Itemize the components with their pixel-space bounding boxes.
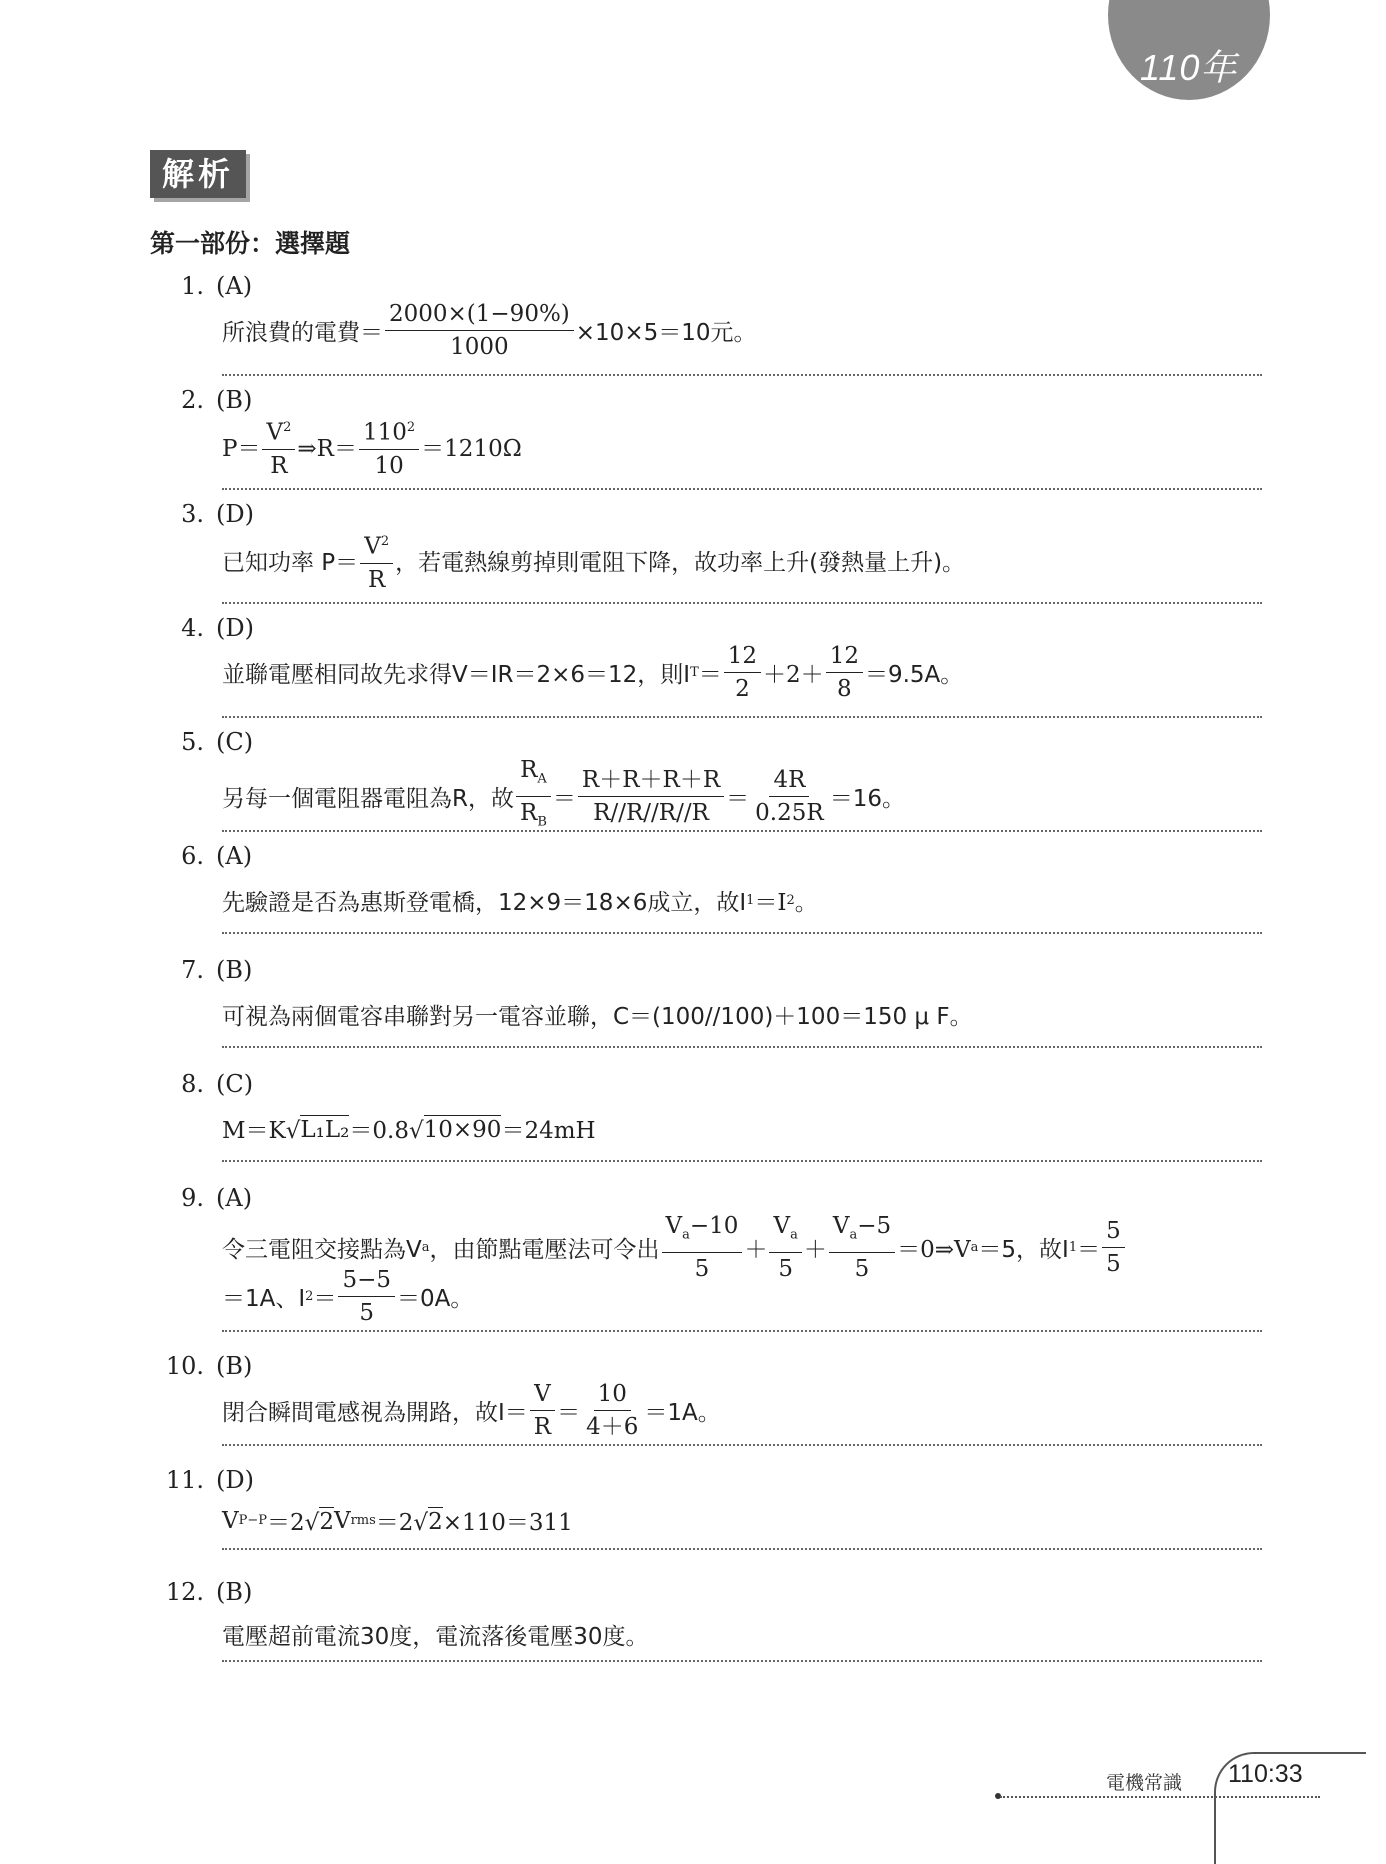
divider: [222, 716, 1262, 718]
answer-choice: (B): [216, 956, 253, 984]
explanation-text: 先驗證是否為惠斯登電橋，12×9＝18×6成立，故I: [222, 890, 747, 916]
year-label: 110年: [1140, 47, 1238, 88]
divider: [222, 1660, 1262, 1662]
footer-subject: 電機常識: [1106, 1772, 1183, 1794]
divider: [222, 602, 1262, 604]
explanation-text: 電壓超前電流30度，電流落後電壓30度。: [222, 1624, 649, 1650]
divider: [222, 1548, 1262, 1550]
fraction: $\frac{V^2}{R}$: [262, 414, 295, 480]
fraction: $\frac{110^2}{10}$: [359, 414, 419, 480]
explanation-text: M＝K√: [222, 1118, 301, 1144]
fraction: $\frac{V}{R}$: [530, 1380, 555, 1441]
divider: [222, 1160, 1262, 1162]
explanation-text: ＝1210Ω: [421, 436, 522, 463]
question-number: 6.: [181, 842, 204, 870]
answer-choice: (D): [216, 1466, 254, 1494]
fraction: $\frac{V_a-5}{5}$: [829, 1212, 895, 1283]
fraction: $\frac{4R}{0.25R}$: [755, 766, 824, 826]
explanation-text: P＝: [222, 436, 261, 463]
explanation-text: 另每一個電阻器電阻為R，故: [222, 785, 514, 812]
fraction: $\frac{R+R+R+R}{R//R//R//R}$: [578, 766, 724, 827]
explanation-text: 可視為兩個電容串聯對另一電容並聯，C＝(100//100)＋100＝150 μ F。: [222, 1004, 973, 1030]
answer-choice: (B): [216, 386, 253, 414]
fraction: $\frac{5-5}{5}$: [338, 1266, 395, 1327]
divider: [222, 830, 1262, 832]
divider: [222, 488, 1262, 490]
answer-choice: (C): [216, 728, 254, 756]
answer-choice: (B): [216, 1352, 253, 1380]
explanation-text: 並聯電壓相同故先求得V＝IR＝2×6＝12，則I: [222, 662, 691, 688]
explanation-text: ，若電熱線剪掉則電阻下降，故功率上升(發熱量上升)。: [395, 550, 966, 577]
question-number: 10.: [165, 1352, 204, 1380]
question-number: 1.: [181, 272, 204, 300]
explanation-text: ×10×5＝10元。: [575, 320, 757, 346]
answer-choice: (A): [216, 842, 253, 870]
fraction: $\frac{12}{2}$: [724, 642, 761, 703]
answer-choice: (B): [216, 1578, 253, 1606]
answer-choice: (C): [216, 1070, 254, 1098]
question-number: 8.: [181, 1070, 204, 1098]
part-title: 第一部份：選擇題: [150, 229, 351, 258]
explanation-text: 閉合瞬間電感視為開路，故I＝: [222, 1400, 528, 1426]
fraction: $\frac{5}{5}$: [1102, 1217, 1125, 1278]
question-number: 2.: [181, 386, 204, 414]
question-number: 9.: [181, 1184, 204, 1212]
answer-choice: (A): [216, 272, 253, 300]
fraction: $\frac{R_A}{R_B}$: [516, 756, 551, 836]
explanation-text: ⇒R＝: [297, 436, 357, 463]
question-number: 7.: [181, 956, 204, 984]
page-number: 110:33: [1228, 1760, 1303, 1788]
explanation-text: V: [222, 1507, 239, 1534]
fraction: $\frac{2000\times(1-90\%)}{1000}$: [385, 300, 574, 361]
divider: [222, 1046, 1262, 1048]
explanation-text: 所浪費的電費＝: [222, 320, 383, 346]
question-number: 3.: [181, 500, 204, 528]
fraction: $\frac{V^2}{R}$: [360, 528, 393, 594]
answer-choice: (D): [216, 614, 254, 642]
divider: [222, 1444, 1262, 1446]
question-number: 12.: [165, 1578, 204, 1606]
divider: [222, 932, 1262, 934]
answer-choice: (A): [216, 1184, 253, 1212]
section-title: 解析: [150, 150, 246, 198]
question-number: 5.: [181, 728, 204, 756]
divider: [222, 1330, 1262, 1332]
fraction: $\frac{V_a}{5}$: [769, 1212, 801, 1283]
explanation-text: 已知功率 P＝: [222, 550, 359, 577]
fraction: $\frac{12}{8}$: [826, 642, 863, 703]
question-number: 11.: [165, 1466, 204, 1494]
fraction: $\frac{V_a-10}{5}$: [662, 1212, 743, 1283]
explanation-text: 令三電阻交接點為V: [222, 1236, 422, 1263]
question-number: 4.: [181, 614, 204, 642]
answer-choice: (D): [216, 500, 254, 528]
fraction: $\frac{10}{4+6}$: [586, 1381, 639, 1440]
divider: [222, 374, 1262, 376]
